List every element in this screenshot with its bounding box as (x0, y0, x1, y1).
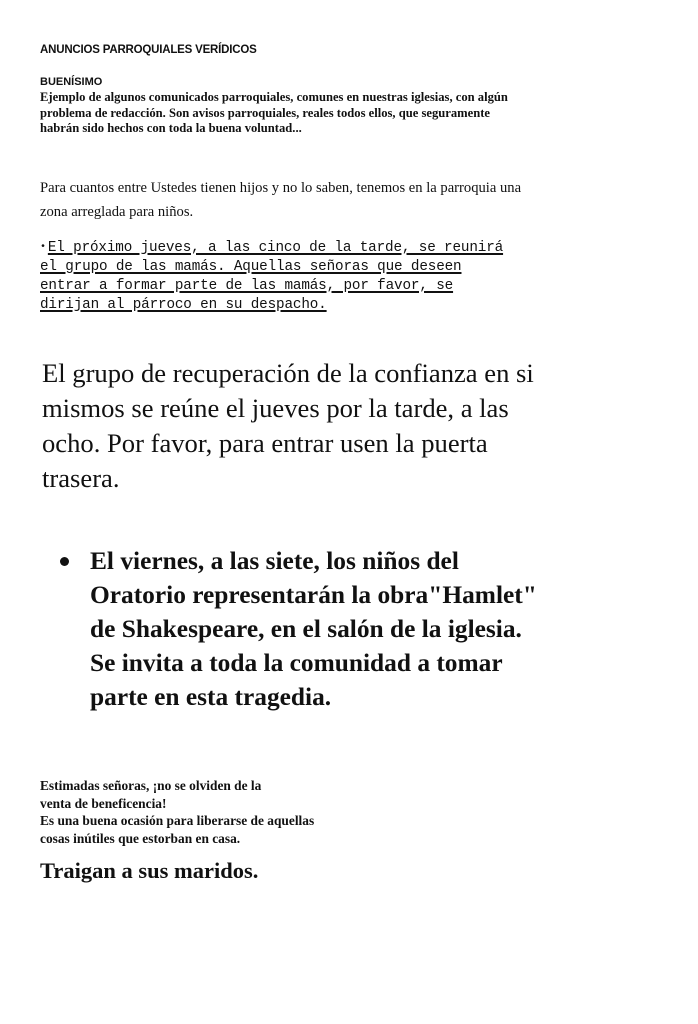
notice-confidence-group (42, 356, 682, 496)
notice-line: mismos se reúne el jueves por la tarde, a las (42, 393, 509, 423)
notice-line: venta de beneficencia! (40, 795, 167, 811)
document-subtitle: BUENÍSIMO (40, 76, 103, 88)
notice-line: de Shakespeare, en el salón de la iglesia. (90, 615, 522, 643)
bullet-marker: • (40, 242, 46, 253)
notice-charity-sale (40, 777, 460, 847)
notice-line: entrar a formar parte de las mamás, por favor, se (40, 278, 454, 294)
notice-line: el grupo de las mamás. Aquellas señoras que deseen (40, 259, 462, 275)
notice-line: Estimadas señoras, ¡no se olviden de la (40, 778, 262, 793)
intro-line: Ejemplo de algunos comunicados parroquiales, comunes en nuestras iglesias, con algún (40, 90, 508, 104)
notice-line: Se invita a toda la comunidad a tomar (90, 649, 503, 677)
notice-line: El próximo jueves, a las cinco de la tarde, se reunirá (47, 240, 504, 256)
notice-line: parte en esta tragedia. (90, 683, 332, 711)
notice-line: Oratorio representarán la obra"Hamlet" (90, 581, 537, 609)
notice-line: Para cuantos entre Ustedes tienen hijos y no lo saben, tenemos en la parroquia una (40, 180, 522, 196)
notice-line: ocho. Por favor, para entrar usen la puerta (42, 428, 488, 458)
notice-mothers-group (40, 238, 680, 315)
document-title: ANUNCIOS PARROQUIALES VERÍDICOS (40, 44, 257, 56)
notice-line: trasera. (42, 463, 120, 493)
notice-line: dirijan al párroco en su despacho. (40, 297, 327, 313)
notice-line: cosas inútiles que estorban en casa. (40, 830, 241, 846)
intro-paragraph (40, 90, 650, 137)
notice-line: El grupo de recuperación de la confianza en si (42, 358, 534, 388)
intro-line: habrán sido hechos con toda la buena voluntad... (40, 121, 302, 135)
notice-line: Es una buena ocasión para liberarse de aquellas (40, 813, 315, 828)
notice-line: El viernes, a las siete, los niños del (90, 547, 459, 575)
bullet-dot-icon (60, 557, 69, 566)
notice-punchline: Traigan a sus maridos. (40, 858, 259, 883)
notice-children-area (40, 176, 660, 224)
intro-line: problema de redacción. Son avisos parroquiales, reales todos ellos, que seguramente (40, 105, 490, 120)
notice-hamlet-play (60, 544, 690, 714)
notice-line: zona arreglada para niños. (40, 204, 194, 220)
